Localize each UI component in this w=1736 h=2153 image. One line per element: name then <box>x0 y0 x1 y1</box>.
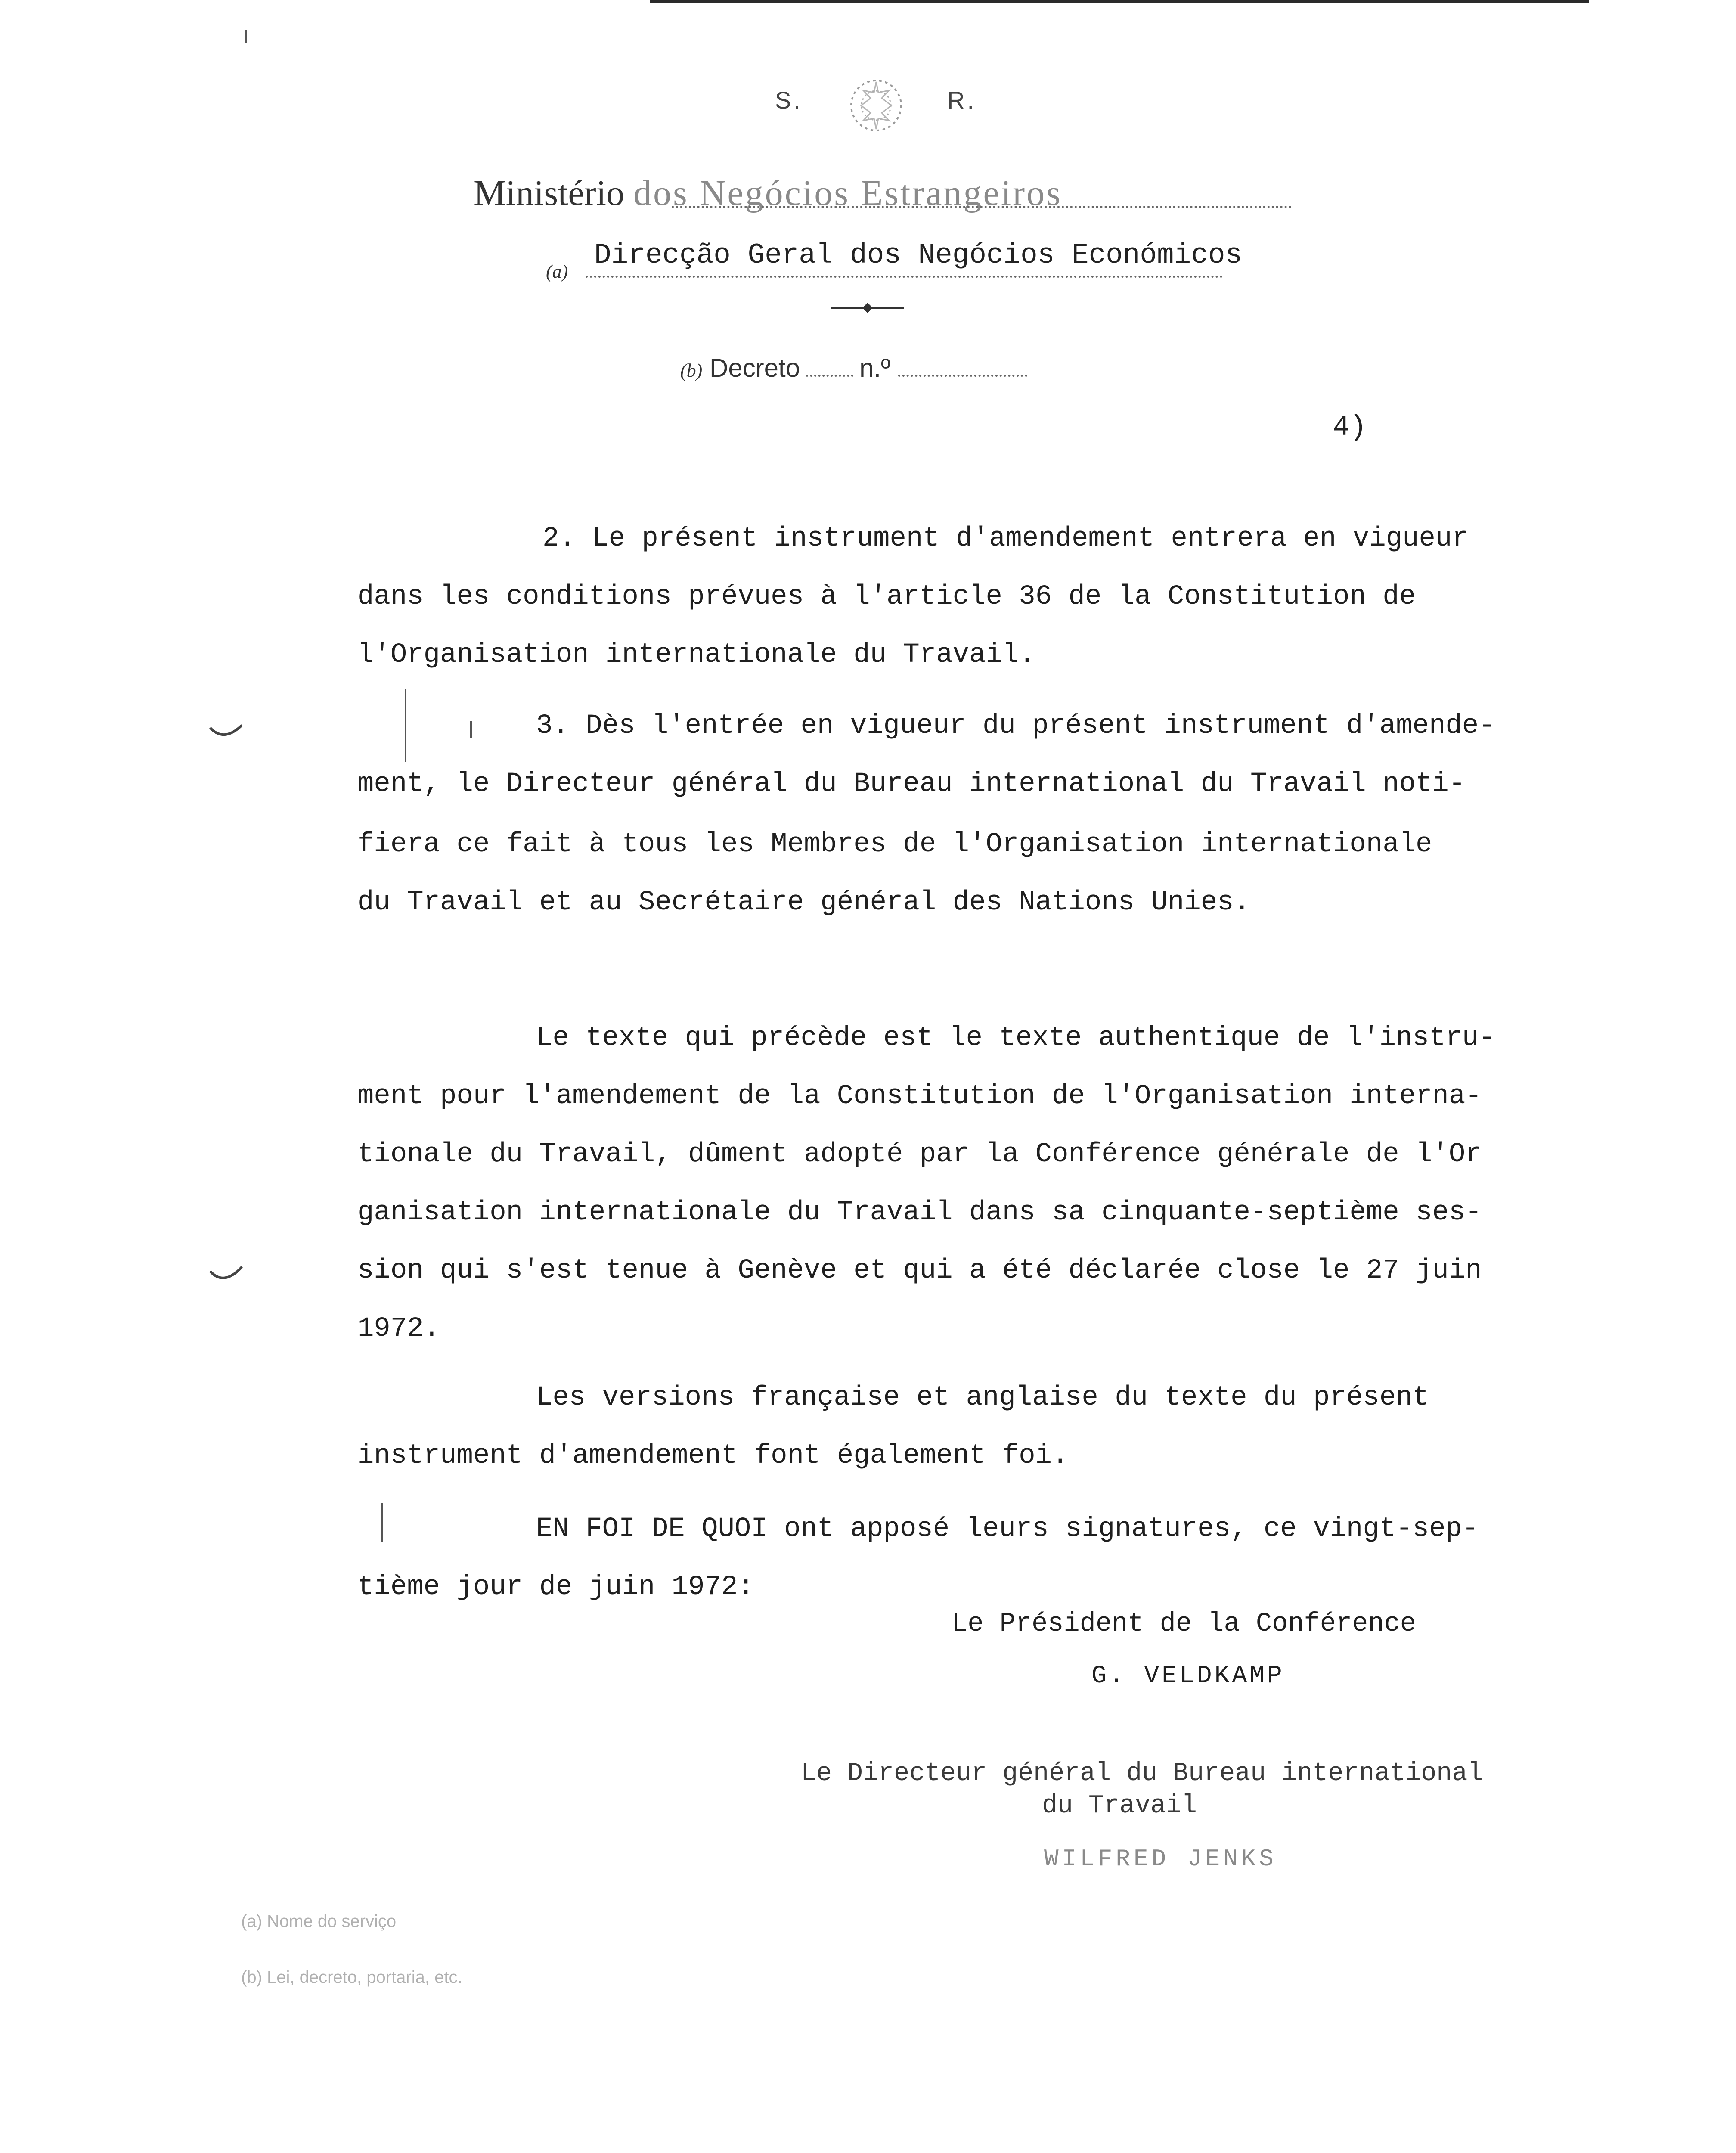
department-dotted-line <box>586 276 1223 278</box>
doc-line: du Travail et au Secrétaire général des Nations Unies. <box>357 887 1250 918</box>
doc-line: tième jour de juin 1972: <box>357 1572 754 1603</box>
doc-line: ment, le Directeur général du Bureau international du Travail noti- <box>357 769 1466 800</box>
president-name: G. VELDKAMP <box>1091 1662 1285 1690</box>
doc-line: 3. Dès l'entrée en vigueur du présent instrument d'amende- <box>536 710 1495 741</box>
form-note-a: (a) Nome do serviço <box>241 1912 397 1931</box>
top-edge-rule <box>650 0 1589 3</box>
department-name: Direcção Geral dos Negócios Económicos <box>594 239 1243 271</box>
republic-seal-icon <box>844 73 908 138</box>
divider-ornament <box>827 299 908 316</box>
director-general-name: WILFRED JENKS <box>1044 1845 1277 1873</box>
label-a: (a) <box>546 261 568 282</box>
doc-line: fiera ce fait à tous les Membres de l'Organisation internationale <box>357 829 1432 860</box>
page-number: 4) <box>1333 411 1367 444</box>
doc-line: 1972. <box>357 1313 440 1344</box>
doc-line: ment pour l'amendement de la Constitution de l'Organisation interna- <box>357 1081 1482 1112</box>
letterhead-left-letter: S. <box>775 87 803 114</box>
doc-line: sion qui s'est tenue à Genève et qui a été déclarée close le 27 juin <box>357 1255 1482 1286</box>
corner-speck-mark <box>245 30 247 43</box>
doc-line: Les versions française et anglaise du texte du présent <box>536 1382 1429 1413</box>
decree-label: Decreto <box>709 354 800 382</box>
ministry-faded-text: dos Negócios Estrangeiros <box>633 173 1062 213</box>
letterhead-right-letter: R. <box>947 87 976 114</box>
margin-bracket-mark <box>381 1503 383 1542</box>
margin-bracket-mark <box>405 689 406 762</box>
president-title: Le Président de la Conférence <box>952 1608 1416 1639</box>
form-note-b: (b) Lei, decreto, portaria, etc. <box>241 1968 462 1987</box>
doc-line: dans les conditions prévues à l'article 36 de la Constitution de <box>357 581 1416 612</box>
ministry-word: Ministério <box>474 173 624 213</box>
doc-line: tionale du Travail, dûment adopté par la Conférence générale de l'Or <box>357 1139 1482 1170</box>
doc-line: ganisation internationale du Travail dans sa cinquante-septième ses- <box>357 1197 1482 1228</box>
label-b: (b) <box>680 360 703 381</box>
decree-number-label: n.º <box>859 354 891 382</box>
decree-dotted-field <box>806 375 853 377</box>
doc-line: l'Organisation internationale du Travail. <box>357 639 1035 670</box>
doc-line: Le texte qui précède est le texte authentique de l'instru- <box>536 1023 1495 1054</box>
margin-tick-mark <box>470 721 472 738</box>
margin-hook-mark <box>207 1262 245 1287</box>
decree-number-dotted-field <box>898 375 1027 377</box>
margin-hook-mark <box>207 719 245 745</box>
ministry-dotted-line <box>672 206 1292 208</box>
decree-line <box>680 353 1033 383</box>
director-general-title-continued: du Travail <box>1042 1791 1197 1821</box>
doc-line: instrument d'amendement font également foi. <box>357 1440 1069 1471</box>
doc-line: EN FOI DE QUOI ont apposé leurs signatures, ce vingt-sep- <box>536 1514 1479 1545</box>
director-general-title: Le Directeur général du Bureau international <box>801 1759 1483 1788</box>
doc-line: 2. Le présent instrument d'amendement entrera en vigueur <box>542 523 1469 554</box>
